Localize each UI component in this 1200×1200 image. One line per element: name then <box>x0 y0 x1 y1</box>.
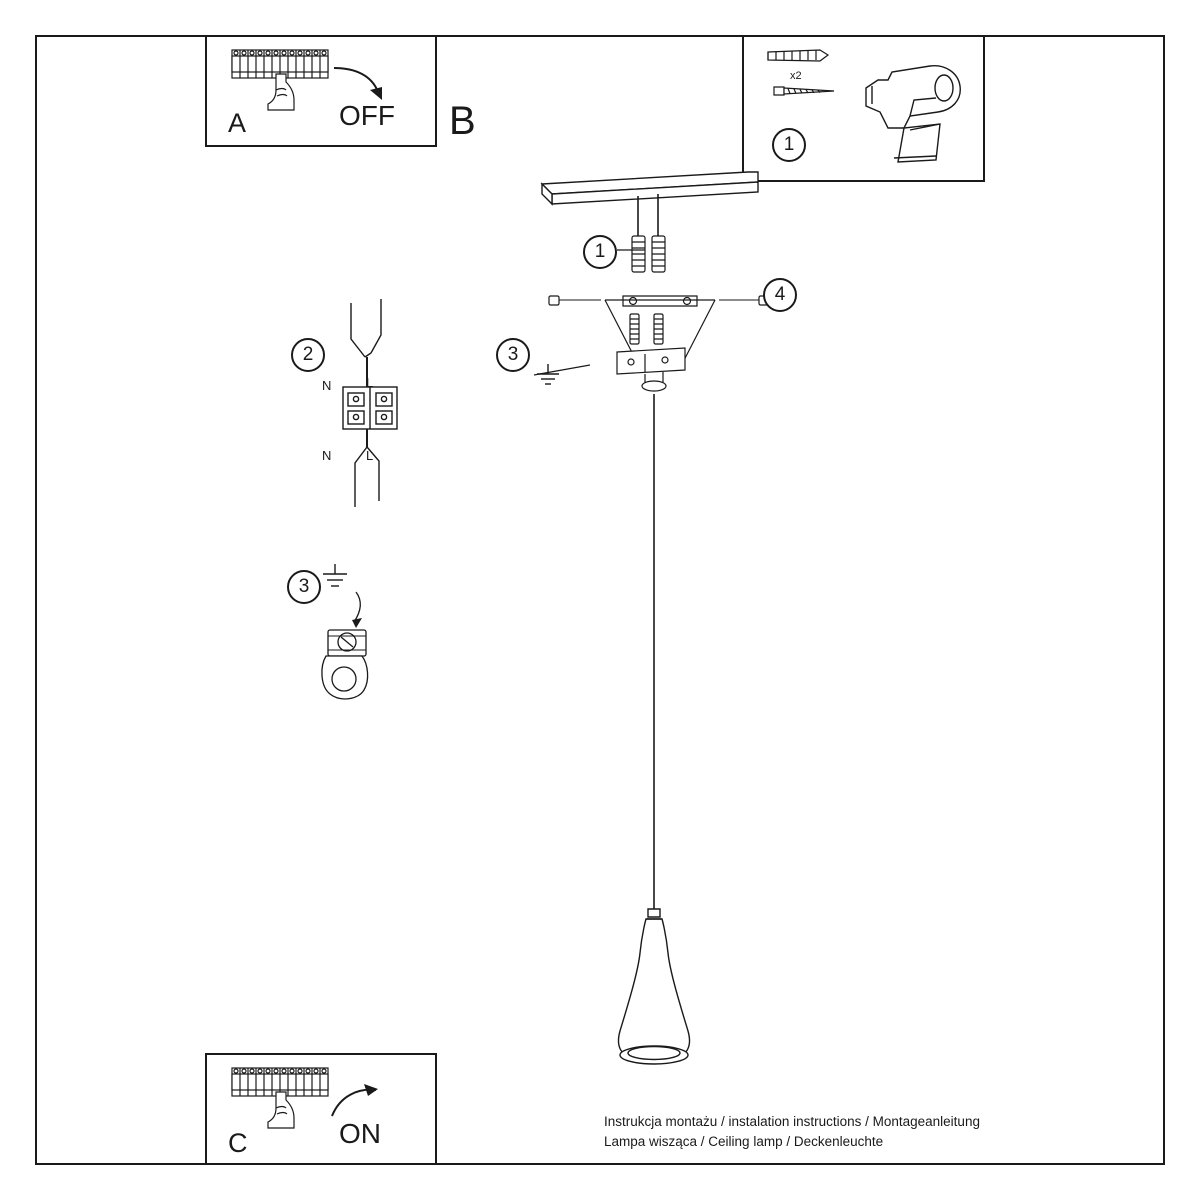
suspension-cable <box>650 394 658 910</box>
wiring-label-l-top: L <box>366 375 374 390</box>
footer-text <box>604 1112 980 1152</box>
panel-a-arrow-icon <box>330 62 386 106</box>
footer-line-2: Lampa wisząca / Ceiling lamp / Deckenleuchte <box>604 1134 884 1149</box>
callout-earth: 3 <box>287 570 321 604</box>
wiring-label-n-bottom: N <box>322 448 332 463</box>
terminal-block-with-hand-icon-on <box>228 1062 338 1132</box>
panel-b-letter: B <box>449 99 476 143</box>
ceiling-screws <box>620 192 680 282</box>
callout-parts: 1 <box>772 128 806 162</box>
panel-a-letter: A <box>228 108 247 138</box>
wiring-label-l-bottom: L <box>366 448 374 463</box>
wall-plug-icon <box>762 44 834 70</box>
leader-line-1 <box>617 244 647 256</box>
callout-earth-main: 3 <box>496 338 530 372</box>
callout-canopy-screw: 4 <box>763 278 797 312</box>
earth-terminal-detail <box>318 590 390 710</box>
callout-ceiling-fix: 1 <box>583 235 617 269</box>
panel-c-action-label: ON <box>339 1118 381 1149</box>
panel-c-arrow-icon <box>326 1082 382 1126</box>
pendant-lamp-shade <box>598 905 710 1075</box>
screw-icon <box>770 82 842 100</box>
earth-symbol-icon <box>533 362 563 390</box>
wiring-diagram <box>315 295 425 525</box>
wiring-label-n-top: N <box>322 378 332 393</box>
power-drill-icon <box>858 50 970 168</box>
parts-quantity: x2 <box>790 70 802 82</box>
terminal-block-with-hand-icon <box>228 44 338 114</box>
footer-line-1: Instrukcja montażu / instalation instructions / Montageanleitung <box>604 1114 980 1129</box>
panel-c-letter: C <box>228 1128 248 1158</box>
panel-a-action-label: OFF <box>339 100 395 131</box>
callout-wiring: 2 <box>291 338 325 372</box>
earth-symbol-detail-icon <box>318 562 352 592</box>
